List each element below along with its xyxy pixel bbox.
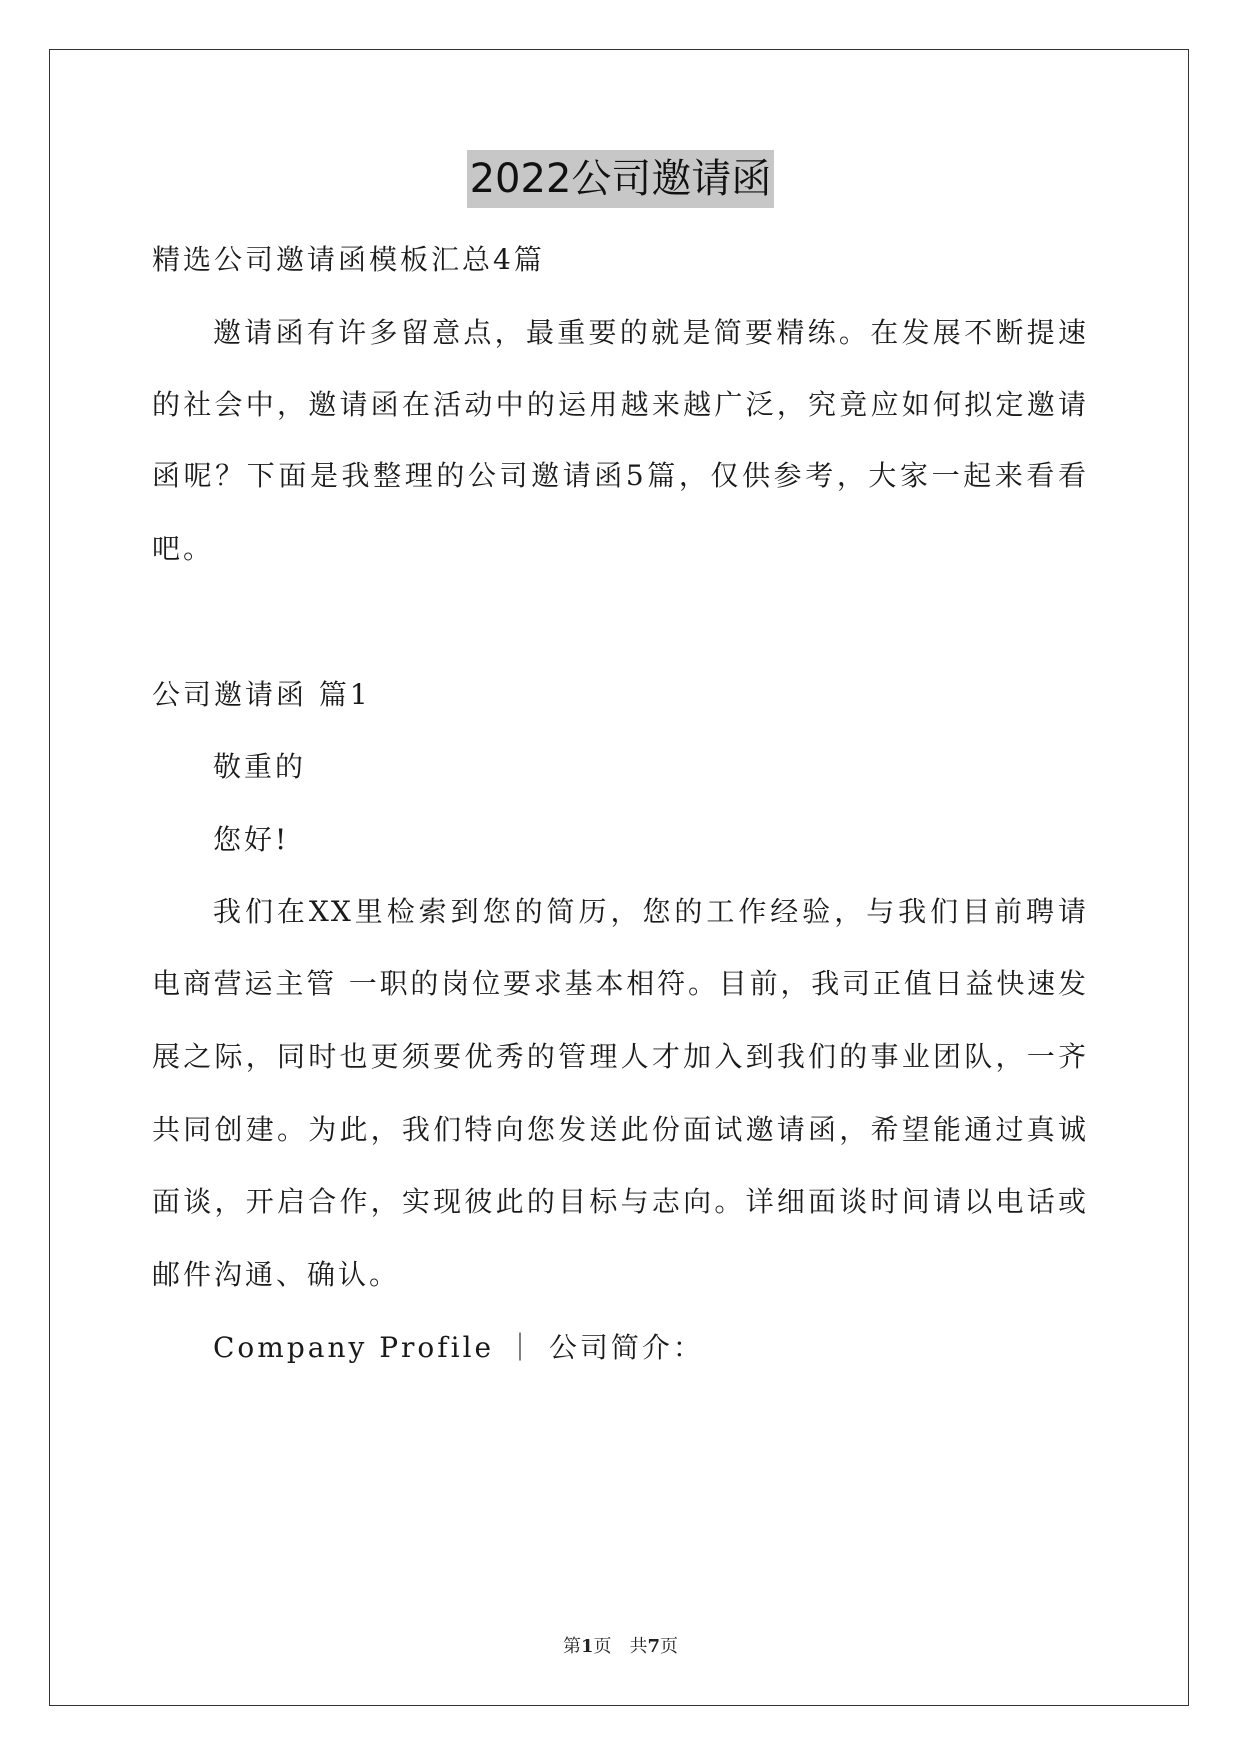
subtitle: 精选公司邀请函模板汇总4篇	[152, 243, 545, 276]
title-container	[0, 150, 1241, 208]
page-footer	[0, 1632, 1241, 1658]
body-line-5: 面谈，开启合作，实现彼此的目标与志向。详细面谈时间请以电话或	[152, 1185, 1088, 1218]
profile-heading: Company Profile ｜ 公司简介：	[213, 1331, 704, 1364]
page-total: 7	[647, 1636, 661, 1657]
intro-line-2: 的社会中，邀请函在活动中的运用越来越广泛，究竟应如何拟定邀请	[152, 388, 1088, 421]
intro-line-1: 邀请函有许多留意点，最重要的就是简要精练。在发展不断提速	[213, 316, 1088, 349]
body-line-2: 电商营运主管 一职的岗位要求基本相符。目前，我司正值日益快速发	[152, 967, 1088, 1000]
total-suffix: 页	[660, 1636, 679, 1657]
greeting: 您好!	[213, 823, 290, 856]
body-line-6: 邮件沟通、确认。	[152, 1258, 401, 1291]
page-current: 1	[580, 1636, 594, 1657]
body-line-3: 展之际，同时也更须要优秀的管理人才加入到我们的事业团队，一齐	[152, 1040, 1088, 1073]
salutation: 敬重的	[213, 750, 307, 783]
page-border	[49, 49, 1189, 1706]
page-prefix: 第	[562, 1636, 581, 1657]
intro-line-4: 吧。	[152, 532, 215, 565]
body-line-4: 共同创建。为此，我们特向您发送此份面试邀请函，希望能通过真诚	[152, 1113, 1088, 1146]
body-line-1: 我们在XX里检索到您的简历，您的工作经验，与我们目前聘请	[213, 895, 1088, 928]
total-prefix: 共	[629, 1636, 648, 1657]
intro-line-3: 函呢？下面是我整理的公司邀请函5篇，仅供参考，大家一起来看看	[152, 459, 1088, 492]
document-title: 2022公司邀请函	[467, 150, 775, 208]
section-heading: 公司邀请函 篇1	[152, 678, 371, 711]
page-suffix: 页	[593, 1636, 612, 1657]
